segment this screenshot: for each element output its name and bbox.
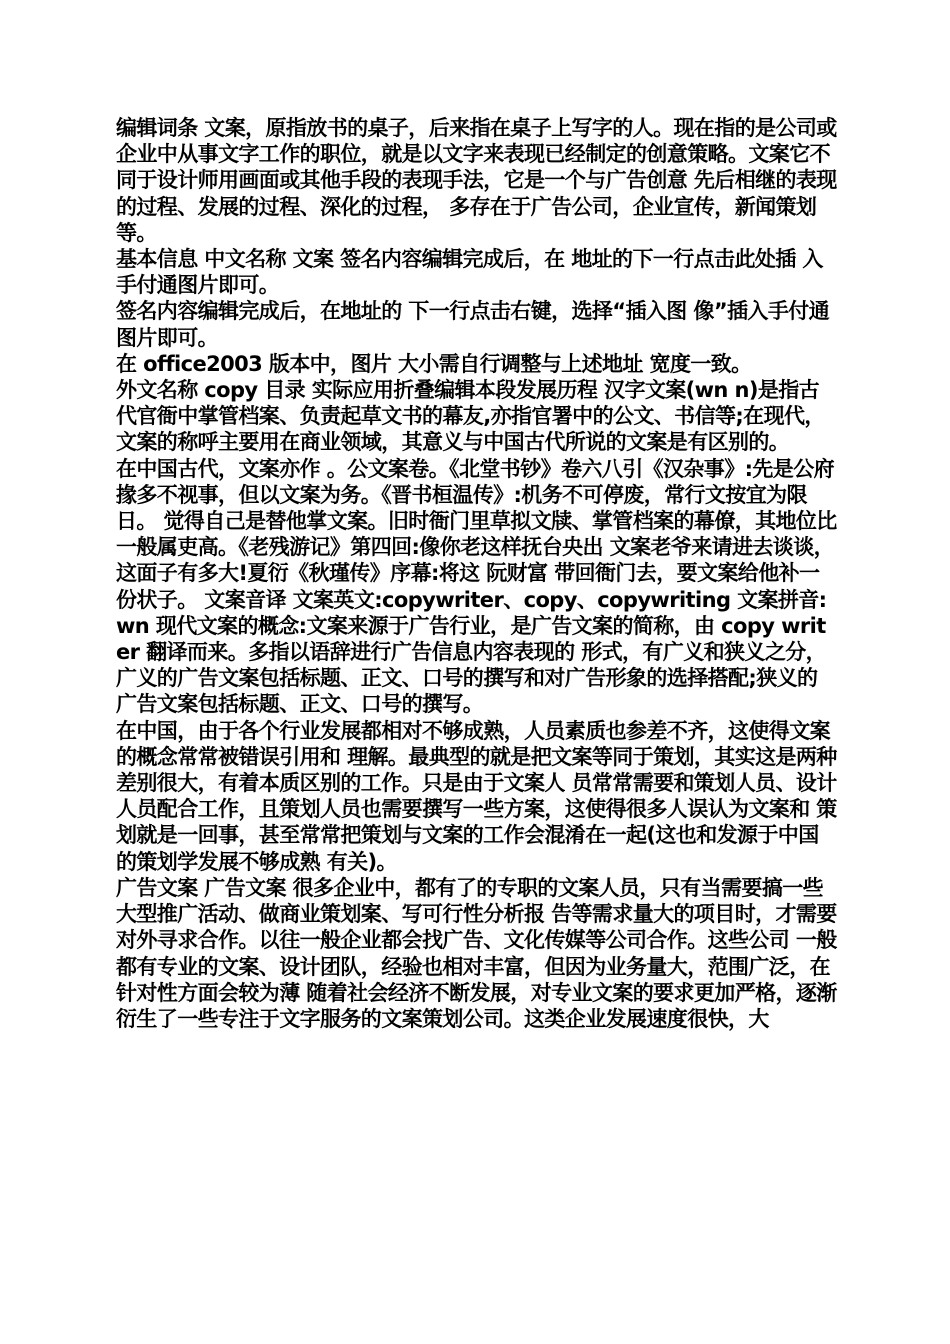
paragraph-china-today: 在中国，由于各个行业发展都相对不够成熟，人员素质也参差不齐，这使得文案的概念常常被错误引用和 理解。最典型的就是把文案等同于策划，其实这是两种差别很大，有着本质区别的工作。只是由于文案人 员常常需要和策划人员、设计人员配合工作，且策划人员也需要撰写一些方案，这使得很多人误认为文案和 策划就是一回事，甚至常常把策划与文案的工作会混淆在一起(这也和发源于中国的策划学发展不够成熟 有关)。 [116,718,837,874]
paragraph-ad-copy: 广告文案 广告文案 很多企业中，都有了的专职的文案人员，只有当需要搞一些大型推广活动、做商业策划案、写可行性分析报 告等需求量大的项目时，才需要对外寻求合作。以往一般企业都会找广告、文化传媒等公司合作。这些公司 一般都有专业的文案、设计团队，经验也相对丰富，但因为业务量大，范围广泛，在针对性方面会较为薄 随着社会经济不断发展，对专业文案的要求更加严格，逐渐衍生了一些专注于文字服务的文案策划公司。这类企业发展速度很快，大 [116,875,837,1031]
paragraph-signature-note: 签名内容编辑完成后，在地址的 下一行点击右键，选择“插入图 像”插入手付通图片即可。 [116,299,830,350]
paragraph-intro: 编辑词条 文案，原指放书的桌子，后来指在桌子上写字的人。现在指的是公司或企业中从事文字工作的职位，就是以文字来表现已经制定的创意策略。文案它不同于设计师用画面或其他手段的表现手法，它是一个与广告创意 先后相继的表现的过程、发展的过程、深化的过程， 多存在于广告公司，企业宣传，新闻策划等。 [116,116,837,245]
paragraph-ancient-china: 在中国古代，文案亦作 。公文案卷。《北堂书钞》卷六八引《汉杂事》:先是公府掾多不视事，但以文案为务。《晋书桓温传》:机务不可停废，常行文按宜为限日。 觉得自己是替他掌文案。旧时衙门里草拟文牍、掌管档案的幕僚，其地位比一般属吏高。《老残游记》第四回:像你老这样抚台央出 文案老爷来请进去谈谈，这面子有多大!夏衍《秋瑾传》序幕:将这 阮财富 带回衙门去，要文案给他补一 份状子。 文案音译 文案英文:copywriter、copy、copywriting 文案拼音:wn 现代文案的概念:文案来源于广告行业，是广告文案的简称，由 copy writer 翻译而来。多指以语辞进行广告信息内容表现的 形式，有广义和狭义之分，广义的广告文案包括标题、正文、口号的撰写和对广告形象的选择搭配;狭义的 广告文案包括标题、正文、口号的撰写。 [116,456,837,717]
paragraph-office-note: 在 office2003 版本中，图片 大小需自行调整与上述地址 宽度一致。 [116,351,752,376]
paragraph-history: 外文名称 copy 目录 实际应用折叠编辑本段发展历程 汉字文案(wn n)是指古代官衙中掌管档案、负责起草文书的幕友,亦指官署中的公文、书信等;在现代， 文案的称呼主要用在商业领域，其意义与中国古代所说的文案是有区别的。 [116,378,825,455]
paragraph-basic-info: 基本信息 中文名称 文案 签名内容编辑完成后，在 地址的下一行点击此处插 入手付通图片即可。 [116,247,823,298]
document-body [116,115,838,1032]
